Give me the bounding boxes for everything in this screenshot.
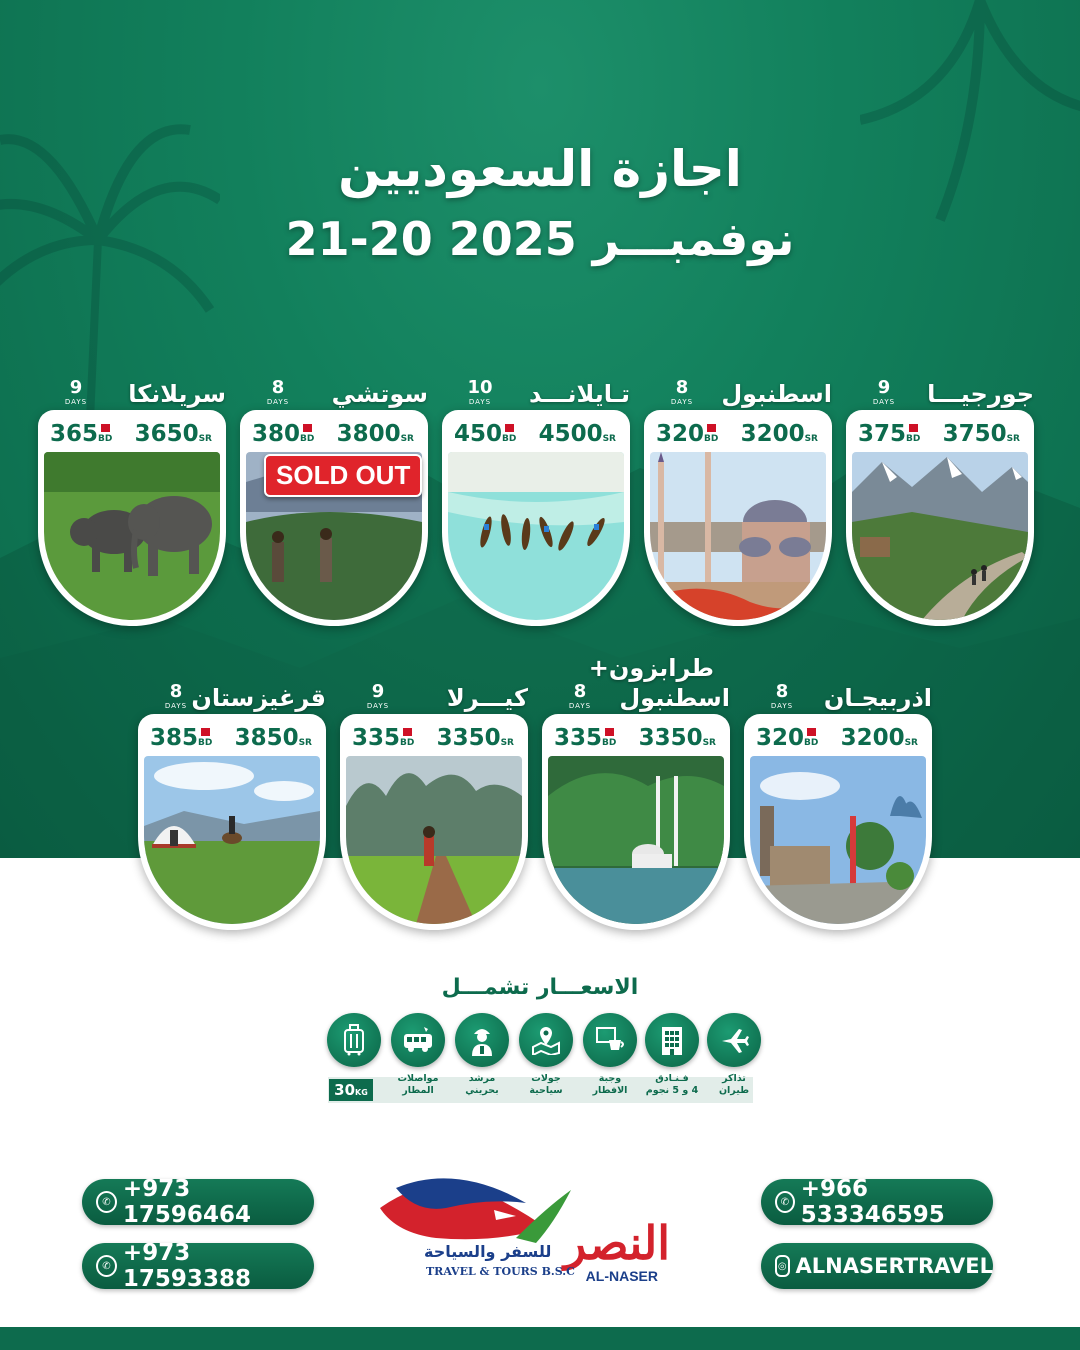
destination-photo xyxy=(650,452,826,620)
sold-out-badge: SOLD OUT xyxy=(264,454,422,497)
days-badge: 8 DAYS xyxy=(568,681,592,710)
days-badge: 8 DAYS xyxy=(164,681,188,710)
destination-name: سوتشي xyxy=(331,380,428,408)
destination-photo xyxy=(448,452,624,620)
days-badge: 10 DAYS xyxy=(467,377,493,406)
destination-name-line1: طرابزون+ xyxy=(588,654,714,682)
price-sr: 3200SR xyxy=(740,421,818,447)
price-sr: 3750SR xyxy=(942,421,1020,447)
days-badge: 8 DAYS xyxy=(670,377,694,406)
price-sr: 3350SR xyxy=(436,725,514,751)
whatsapp-icon: ✆ xyxy=(96,1191,117,1213)
price-sr: 3800SR xyxy=(336,421,414,447)
bahrain-flag-icon xyxy=(906,424,918,432)
map-icon xyxy=(519,1013,573,1067)
includes-row xyxy=(326,1013,762,1105)
destination-name: جورجيـــا xyxy=(927,380,1034,408)
page-subtitle: 21-20 نوفمبـــر 2025 xyxy=(285,212,795,266)
hotel-icon xyxy=(645,1013,699,1067)
logo-english-tagline: TRAVEL & TOURS B.S.C xyxy=(426,1265,575,1278)
include-guide: مرشد بحريني xyxy=(454,1013,510,1105)
whatsapp-contact-2[interactable]: ✆ +973 17593388 xyxy=(82,1243,314,1289)
bahrain-flag-icon xyxy=(704,424,716,432)
bahrain-flag-icon xyxy=(602,728,614,736)
price-bd: 365BD xyxy=(50,421,113,447)
luggage-allowance: 30KG xyxy=(329,1079,373,1101)
destination-name: اسطنبول xyxy=(721,380,832,408)
price-sr: 3200SR xyxy=(840,725,918,751)
price-bd: 320BD xyxy=(656,421,719,447)
guide-icon xyxy=(455,1013,509,1067)
price-sr: 3850SR xyxy=(234,725,312,751)
price-bd: 320BD xyxy=(756,725,819,751)
bahrain-flag-icon xyxy=(502,424,514,432)
coffee-icon xyxy=(583,1013,637,1067)
include-tours: جولات سياحية xyxy=(518,1013,574,1105)
bahrain-flag-icon xyxy=(98,424,110,432)
include-hotels: فـنـادق 4 و 5 نجوم xyxy=(644,1013,700,1105)
instagram-icon: ◎ xyxy=(775,1255,790,1277)
bus-icon xyxy=(391,1013,445,1067)
price-sr: 4500SR xyxy=(538,421,616,447)
instagram-handle[interactable]: ◎ ALNASERTRAVEL xyxy=(761,1243,993,1289)
destination-name: كيـــرلا xyxy=(446,684,528,712)
whatsapp-icon: ✆ xyxy=(775,1191,795,1213)
destination-name: قرغيزستان xyxy=(191,684,326,712)
whatsapp-icon: ✆ xyxy=(96,1255,117,1277)
bahrain-flag-icon xyxy=(198,728,210,736)
destination-photo xyxy=(44,452,220,620)
destination-name-line2: اسطنبول xyxy=(619,684,730,712)
footer-bar xyxy=(0,1327,1080,1350)
days-badge: 8 DAYS xyxy=(266,377,290,406)
destination-photo xyxy=(750,756,926,924)
logo-arabic-tagline: للسفر والسياحة xyxy=(424,1242,552,1261)
price-bd: 335BD xyxy=(554,725,617,751)
price-bd: 375BD xyxy=(858,421,921,447)
destination-photo xyxy=(144,756,320,924)
destination-photo xyxy=(548,756,724,924)
bahrain-flag-icon xyxy=(300,424,312,432)
price-bd: 385BD xyxy=(150,725,213,751)
includes-title: الاسعـــار تشمـــل xyxy=(441,975,639,1000)
destination-name: اذربيجـان xyxy=(823,684,932,712)
price-bd: 450BD xyxy=(454,421,517,447)
price-bd: 380BD xyxy=(252,421,315,447)
whatsapp-contact-1[interactable]: ✆ +973 17596464 xyxy=(82,1179,314,1225)
luggage-icon xyxy=(327,1013,381,1067)
price-sr: 3650SR xyxy=(134,421,212,447)
days-badge: 9 DAYS xyxy=(366,681,390,710)
days-badge: 9 DAYS xyxy=(872,377,896,406)
logo-arabic-name: النصر xyxy=(564,1216,670,1270)
days-badge: 8 DAYS xyxy=(770,681,794,710)
price-bd: 335BD xyxy=(352,725,415,751)
page-title: اجازة السعوديين xyxy=(338,140,742,198)
destination-name: تـايلانـــد xyxy=(529,380,630,408)
destination-photo xyxy=(346,756,522,924)
plane-icon xyxy=(707,1013,761,1067)
bahrain-flag-icon xyxy=(804,728,816,736)
include-breakfast: وجبة الافطار xyxy=(582,1013,638,1105)
brand-logo xyxy=(376,1168,676,1293)
days-badge: 9 DAYS xyxy=(64,377,88,406)
include-airport-transfer: مواصلات المطار xyxy=(390,1013,446,1105)
logo-english-name: AL-NASER xyxy=(585,1268,658,1284)
destination-name: سريلانكا xyxy=(128,380,226,408)
whatsapp-contact-saudi[interactable]: ✆ +966 533346595 xyxy=(761,1179,993,1225)
bahrain-flag-icon xyxy=(400,728,412,736)
destination-photo xyxy=(852,452,1028,620)
price-sr: 3350SR xyxy=(638,725,716,751)
include-flights: تذاكر طيران xyxy=(706,1013,762,1105)
